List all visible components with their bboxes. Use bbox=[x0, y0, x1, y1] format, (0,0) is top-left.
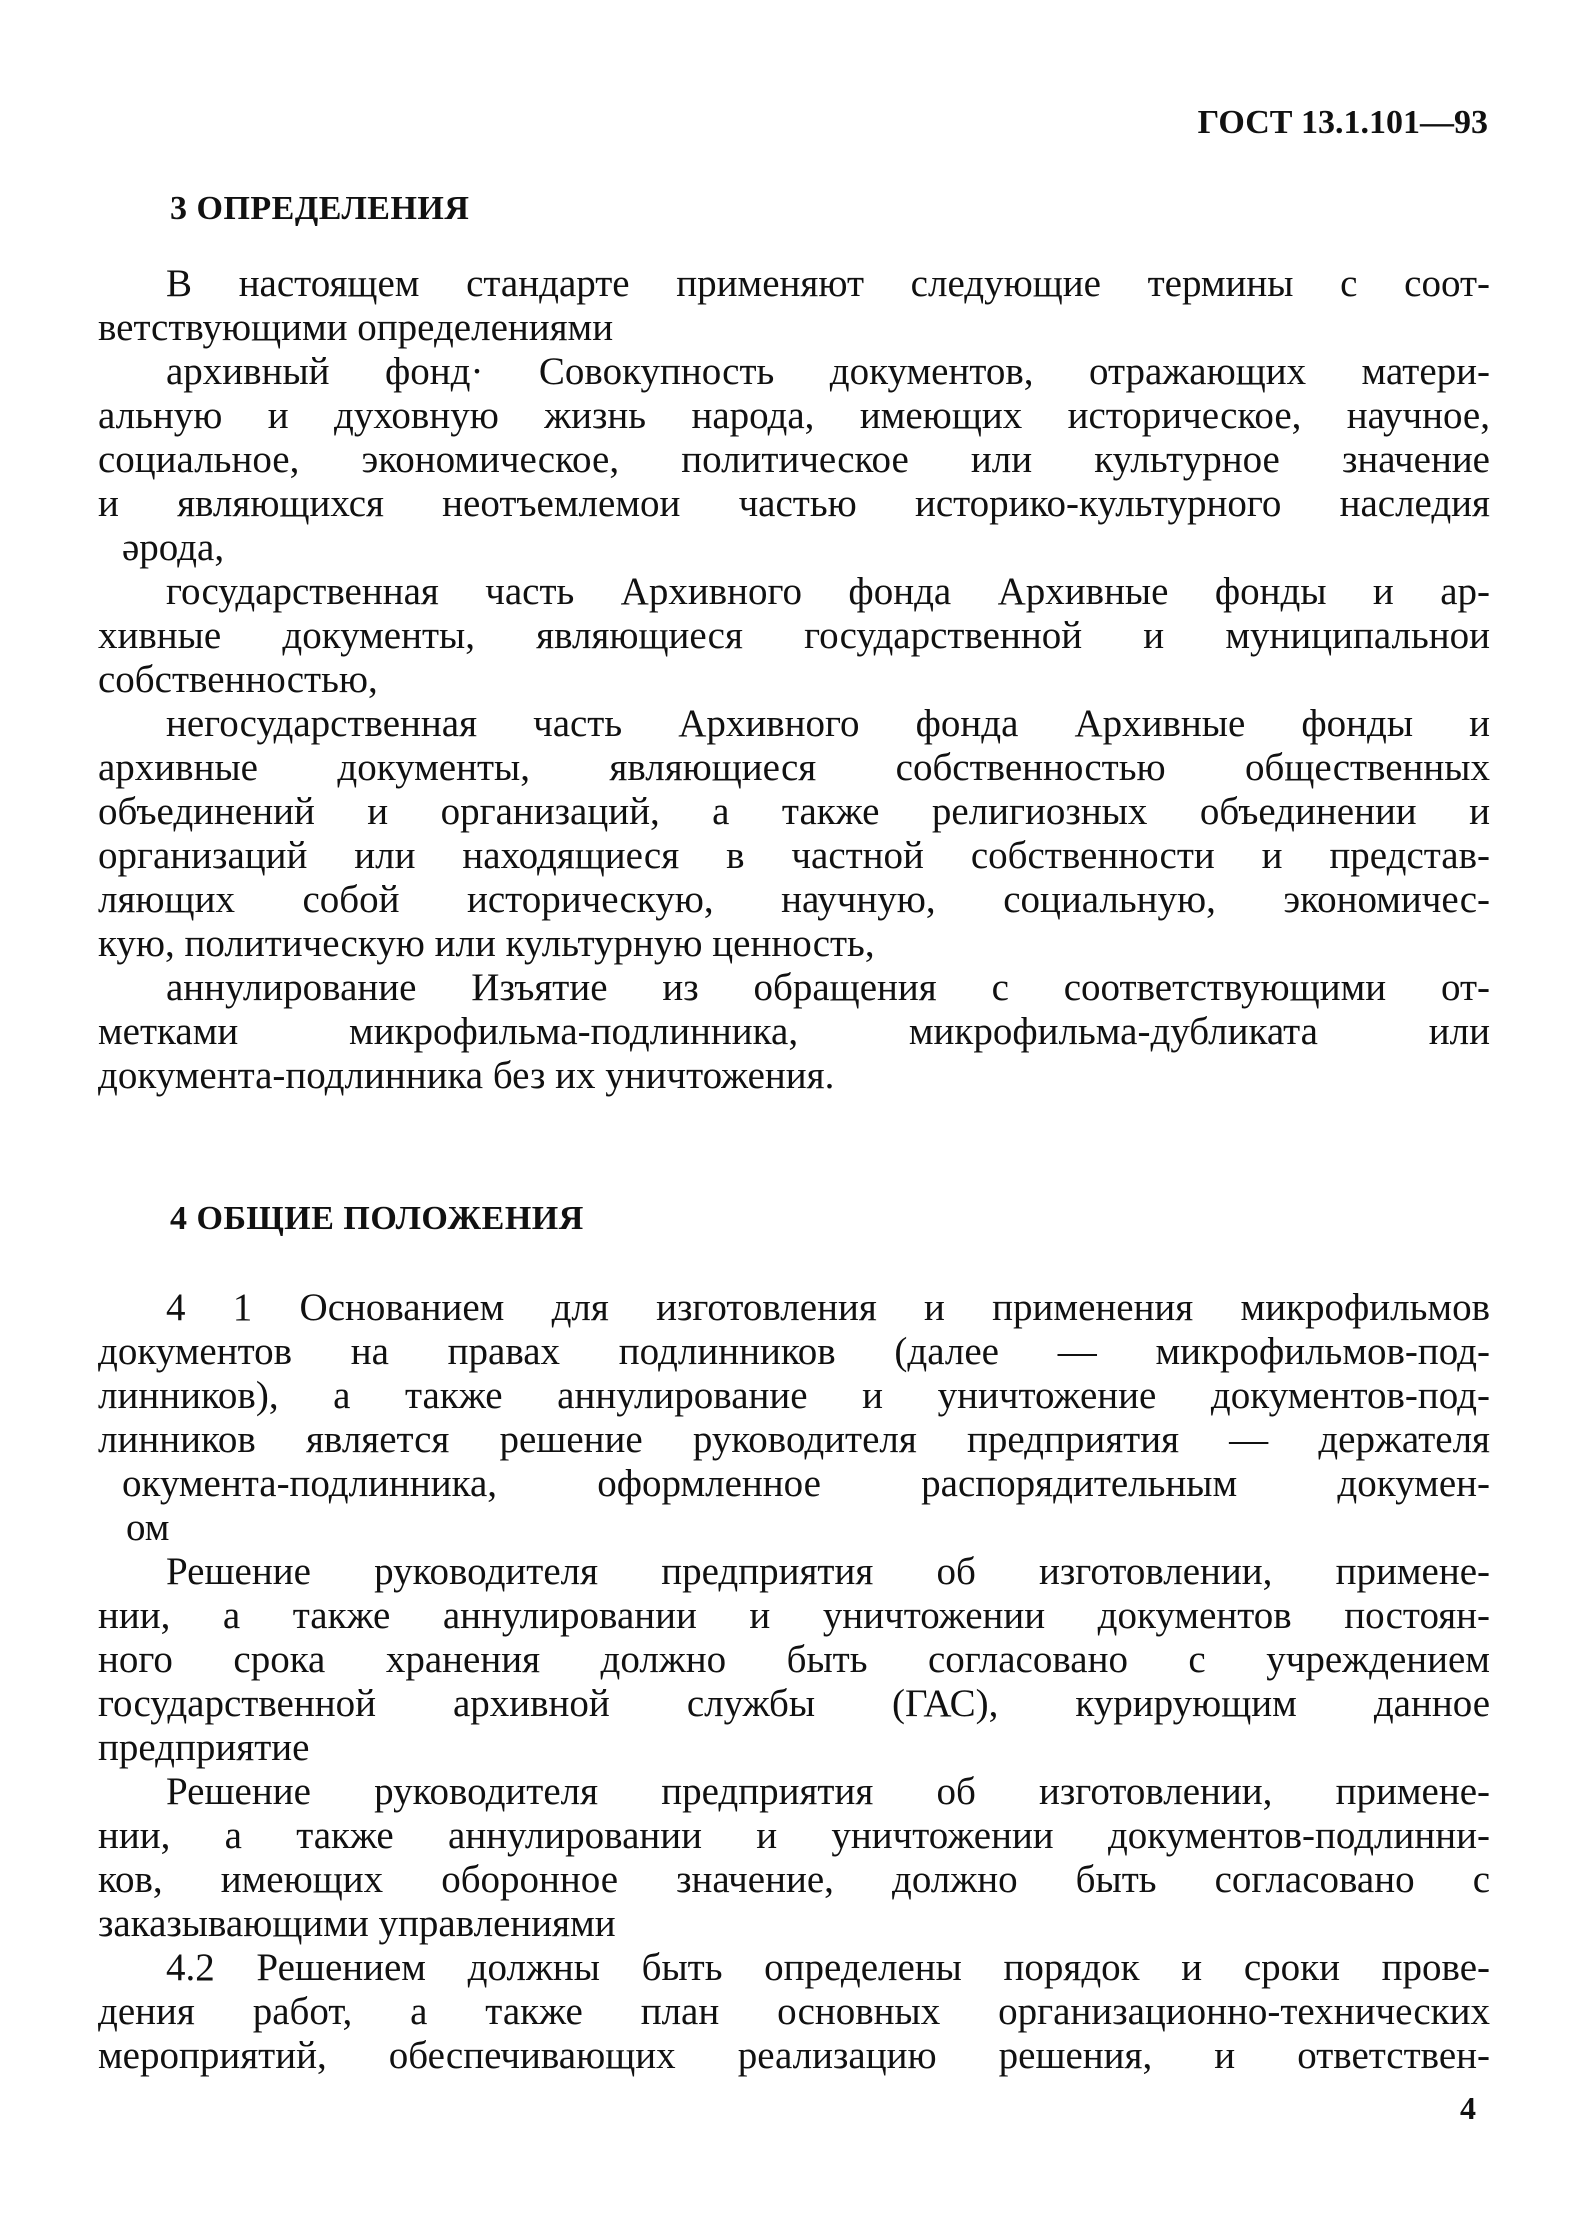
paragraph bbox=[98, 702, 1490, 966]
page-number: 4 bbox=[1460, 2090, 1476, 2126]
text-line: ляющих собой историческую, научную, социальную, экономичес- bbox=[98, 878, 1490, 921]
text-line: метками микрофильма-подлинника, микрофильма-дубликата или bbox=[98, 1010, 1490, 1053]
paragraph bbox=[98, 966, 1490, 1098]
text-line: ом bbox=[126, 1506, 170, 1549]
text-line: негосударственная часть Архивного фонда Архивные фонды и bbox=[166, 702, 1490, 745]
section-3-body bbox=[98, 262, 1490, 1098]
paragraph bbox=[98, 350, 1490, 570]
text-line: заказывающими управлениями bbox=[98, 1902, 616, 1945]
text-line: Решение руководителя предприятия об изготовлении, примене- bbox=[166, 1770, 1490, 1813]
text-line: архивный фонд· Совокупность документов, отражающих матери- bbox=[166, 350, 1490, 393]
paragraph bbox=[98, 1946, 1490, 2078]
text-line: документов на правах подлинников (далее — микрофильмов-под- bbox=[98, 1330, 1490, 1373]
text-line: линников является решение руководителя предприятия — держателя bbox=[98, 1418, 1490, 1461]
text-line: окумента-подлинника, оформленное распорядительным докумен- bbox=[122, 1462, 1490, 1505]
paragraph bbox=[98, 1550, 1490, 1770]
paragraph bbox=[98, 570, 1490, 702]
text-line: нии, а также аннулировании и уничтожении документов-подлинни- bbox=[98, 1814, 1490, 1857]
text-line: социальное, экономическое, политическое или культурное значение bbox=[98, 438, 1490, 481]
paragraph bbox=[98, 1286, 1490, 1550]
text-line: государственная часть Архивного фонда Архивные фонды и ар- bbox=[166, 570, 1490, 613]
text-line: В настоящем стандарте применяют следующие термины с соот- bbox=[166, 262, 1490, 305]
text-line: мероприятий, обеспечивающих реализацию решения, и ответствен- bbox=[98, 2034, 1490, 2077]
text-line: альную и духовную жизнь народа, имеющих историческое, научное, bbox=[98, 394, 1490, 437]
text-line: нии, а также аннулировании и уничтожении документов постоян- bbox=[98, 1594, 1490, 1637]
paragraph bbox=[98, 1770, 1490, 1946]
text-line: документа-подлинника без их уничтожения. bbox=[98, 1054, 835, 1097]
text-line: 4 1 Основанием для изготовления и применения микрофильмов bbox=[166, 1286, 1490, 1329]
text-line: ков, имеющих оборонное значение, должно быть согласовано с bbox=[98, 1858, 1490, 1901]
text-line: 4.2 Решением должны быть определены порядок и сроки прове- bbox=[166, 1946, 1490, 1989]
text-line: хивные документы, являющиеся государственной и муниципальнои bbox=[98, 614, 1490, 657]
section-heading-general-provisions: 4 ОБЩИЕ ПОЛОЖЕНИЯ bbox=[170, 1200, 584, 1237]
text-line: кую, политическую или культурную ценность, bbox=[98, 922, 875, 965]
section-4-body bbox=[98, 1286, 1490, 2078]
text-line: аннулирование Изъятие из обращения с соответствующими от- bbox=[166, 966, 1490, 1009]
text-line: дения работ, а также план основных организационно-технических bbox=[98, 1990, 1490, 2033]
standard-header: ГОСТ 13.1.101—93 bbox=[1197, 104, 1488, 141]
text-line: предприятие bbox=[98, 1726, 310, 1769]
text-line: архивные документы, являющиеся собственностью общественных bbox=[98, 746, 1490, 789]
text-line: организаций или находящиеся в частной собственности и представ- bbox=[98, 834, 1490, 877]
text-line: объединений и организаций, а также религиозных объединении и bbox=[98, 790, 1490, 833]
paragraph bbox=[98, 262, 1490, 350]
text-line: линников), а также аннулирование и уничтожение документов-под- bbox=[98, 1374, 1490, 1417]
text-line: собственностью, bbox=[98, 658, 378, 701]
text-line: государственной архивной службы (ГАС), курирующим данное bbox=[98, 1682, 1490, 1725]
text-line: ǝрода, bbox=[122, 526, 225, 569]
text-line: ветствующими определениями bbox=[98, 306, 614, 349]
text-line: ного срока хранения должно быть согласовано с учреждением bbox=[98, 1638, 1490, 1681]
text-line: Решение руководителя предприятия об изготовлении, примене- bbox=[166, 1550, 1490, 1593]
text-line: и являющихся неотъемлемои частью историко-культурного наследия bbox=[98, 482, 1490, 525]
section-heading-definitions: 3 ОПРЕДЕЛЕНИЯ bbox=[170, 190, 470, 227]
